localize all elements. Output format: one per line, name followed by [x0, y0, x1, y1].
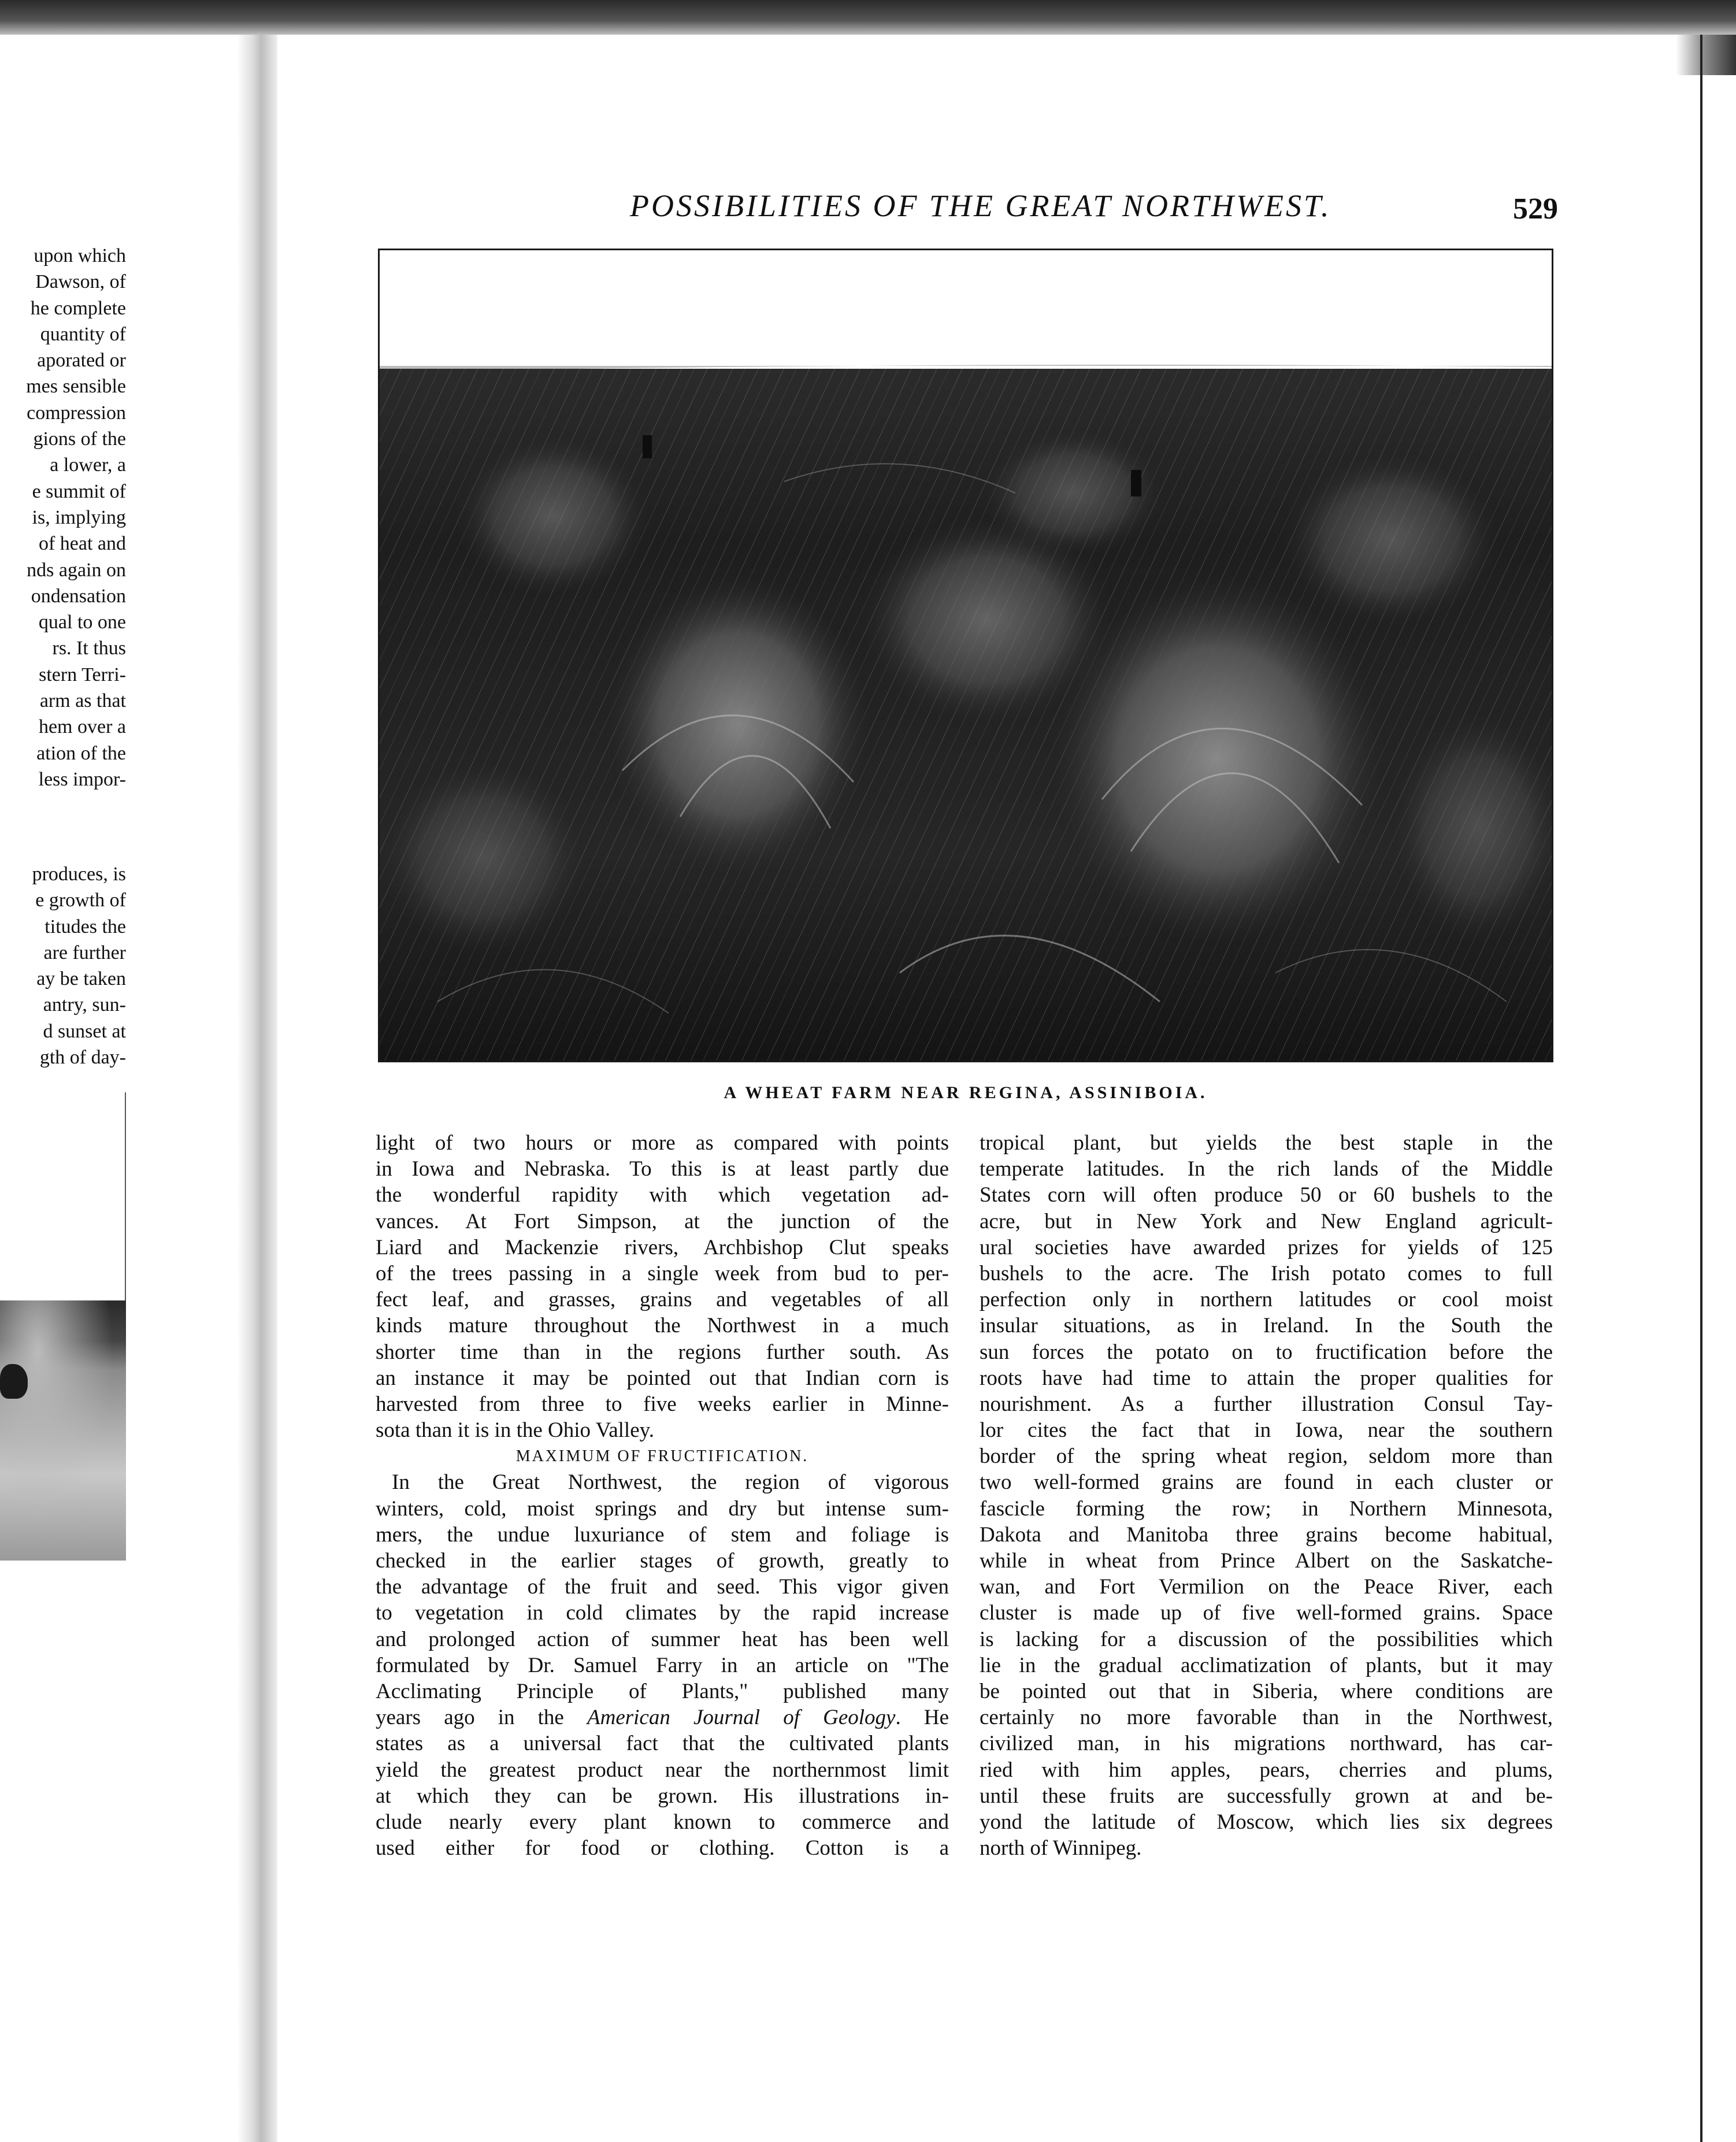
text-line: civilized man, in his migrations northward, has car- — [980, 1732, 1553, 1756]
text-line: sota than it is in the Ohio Valley. — [376, 1418, 654, 1443]
text-line: fascicle forming the row; in Northern Minnesota, — [980, 1496, 1553, 1521]
sky — [380, 250, 1552, 366]
text-line: used either for food or clothing. Cotton is a — [376, 1836, 949, 1861]
text-line: an instance it may be pointed out that Indian corn is — [376, 1366, 949, 1390]
left-page-column-bottom — [0, 861, 126, 1070]
text-line: Liard and Mackenzie rivers, Archbishop Clut speaks — [376, 1235, 949, 1259]
text-line: formulated by Dr. Samuel Farry in an article on "The — [376, 1653, 949, 1677]
running-head: POSSIBILITIES OF THE GREAT NORTHWEST. — [630, 188, 1331, 223]
text-line: temperate latitudes. In the rich lands of the Middle — [980, 1157, 1553, 1181]
text-line: is lacking for a discussion of the possibilities which — [980, 1627, 1553, 1651]
text-line: lor cites the fact that in Iowa, near the southern — [980, 1418, 1553, 1443]
text-line: stern Terri- — [39, 664, 126, 685]
text-line: the wonderful rapidity with which vegetation ad- — [376, 1183, 949, 1207]
text-line: yield the greatest product near the northernmost limit — [376, 1758, 949, 1782]
text-line: bushels to the acre. The Irish potato comes to full — [980, 1261, 1553, 1285]
text-line: and prolonged action of summer heat has been well — [376, 1627, 949, 1651]
text-line: States corn will often produce 50 or 60 bushels to the — [980, 1183, 1553, 1207]
text-line: ondensation — [31, 585, 126, 607]
text-line: harvested from three to five weeks earlier in Minne- — [376, 1392, 949, 1416]
page-edge — [1700, 35, 1702, 2142]
text-line: at which they can be grown. His illustrations in- — [376, 1784, 949, 1808]
journal-title: American Journal of Geology — [587, 1706, 896, 1730]
text-line: Acclimating Principle of Plants," published many — [376, 1679, 949, 1703]
text-line: compression — [27, 402, 126, 424]
text-line: are further — [43, 942, 126, 963]
text-line: clude nearly every plant known to commerce and — [376, 1810, 949, 1834]
text-line: kinds mature throughout the Northwest in a much — [376, 1314, 949, 1338]
text-line: antry, sun- — [43, 994, 126, 1016]
worker-figure — [643, 435, 652, 458]
text-line: ation of the — [36, 742, 126, 764]
text-line: nds again on — [27, 559, 126, 581]
text-line: two well-formed grains are found in each cluster or — [980, 1470, 1553, 1495]
text-line: ay be taken — [36, 968, 126, 990]
section-heading: MAXIMUM OF FRUCTIFICATION. — [515, 1447, 809, 1466]
wheat-stook — [1281, 453, 1501, 626]
text-line: in Iowa and Nebraska. To this is at least partly due — [376, 1157, 949, 1181]
page-number: 529 — [1513, 192, 1558, 225]
wheat-stook — [380, 759, 588, 955]
text-line: nourishment. As a further illustration Consul Tay- — [980, 1392, 1553, 1416]
text-line: produces, is — [32, 864, 126, 885]
text-line: certainly no more favorable than in the Northwest, — [980, 1706, 1553, 1730]
text-column-right — [980, 1130, 1553, 1861]
scan-corner-shadow — [1676, 35, 1736, 75]
text-line: In the Great Northwest, the region of vigorous — [392, 1470, 949, 1495]
left-page-photo — [0, 1092, 126, 1561]
text-line: perfection only in northern latitudes or cool moist — [980, 1288, 1553, 1312]
text-line: the advantage of the fruit and seed. This vigor given — [376, 1575, 949, 1599]
text-line: until these fruits are successfully grown at and be- — [980, 1784, 1553, 1808]
text-line: acre, but in New York and New England agricult- — [980, 1209, 1553, 1233]
text-line: aporated or — [37, 350, 126, 372]
text-line: gth of day- — [39, 1047, 126, 1069]
text-line: of the trees passing in a single week from bud to per- — [376, 1261, 949, 1285]
text-line: cluster is made up of five well-formed grains. Space — [980, 1601, 1553, 1625]
text-line: ried with him apples, pears, cherries and plums, — [980, 1758, 1553, 1782]
text-line: fect leaf, and grasses, grains and vegetables of all — [376, 1288, 949, 1312]
text-line: vances. At Fort Simpson, at the junction of the — [376, 1209, 949, 1233]
text-line: rs. It thus — [52, 638, 126, 659]
text-line: wan, and Fort Vermilion on the Peace River, each — [980, 1575, 1553, 1599]
text-line-with-journal-title — [376, 1704, 949, 1730]
text-line: e summit of — [32, 480, 126, 502]
left-page-fragment — [0, 231, 126, 1561]
text-line: sun forces the potato on to fructification before the — [980, 1340, 1553, 1364]
text-line: hem over a — [38, 716, 126, 738]
text-line: to vegetation in cold climates by the rapid increase — [376, 1601, 949, 1625]
left-page-column-top — [0, 243, 126, 792]
text-line: lie in the gradual acclimatization of plants, but it may — [980, 1653, 1553, 1677]
text-line: checked in the earlier stages of growth, greatly to — [376, 1549, 949, 1573]
text-column-left — [376, 1130, 949, 1861]
pasture — [0, 1300, 126, 1561]
text-line: while in wheat from Prince Albert on the Saskatche- — [980, 1549, 1553, 1573]
text-line: he complete — [30, 297, 126, 319]
figure-caption: A WHEAT FARM NEAR REGINA, ASSINIBOIA. — [724, 1083, 1208, 1102]
text-line: d sunset at — [43, 1020, 126, 1042]
text-line: shorter time than in the regions further south. As — [376, 1340, 949, 1364]
wheat-stook — [605, 574, 871, 874]
text-line: is, implying — [32, 506, 126, 528]
text-line: winters, cold, moist springs and dry but intense sum- — [376, 1496, 949, 1521]
text-line: states as a universal fact that the cultivated plants — [376, 1732, 949, 1756]
text-line: ural societies have awarded prizes for yields of 125 — [980, 1235, 1553, 1259]
text-line: be pointed out that in Siberia, where conditions are — [980, 1679, 1553, 1703]
text-line: north of Winnipeg. — [980, 1836, 1142, 1861]
text-fragment: . He — [895, 1706, 949, 1730]
text-line: gions of the — [33, 428, 126, 450]
text-line: titudes the — [44, 916, 126, 937]
text-line: e growth of — [35, 890, 126, 911]
text-line: light of two hours or more as compared with points — [376, 1131, 949, 1155]
text-line: tropical plant, but yields the best staple in the — [980, 1131, 1553, 1155]
grazing-animal — [0, 1364, 28, 1399]
text-line: arm as that — [39, 690, 126, 712]
text-line: quantity of — [40, 323, 126, 345]
text-line: Dawson, of — [35, 271, 126, 293]
text-fragment: years ago in the — [376, 1706, 587, 1730]
text-line: border of the spring wheat region, seldom more than — [980, 1444, 1553, 1469]
text-line: Dakota and Manitoba three grains become habitual, — [980, 1522, 1553, 1547]
text-line: mes sensible — [26, 376, 126, 398]
text-line: yond the latitude of Moscow, which lies six degrees — [980, 1810, 1553, 1834]
wheat-farm-photo — [378, 249, 1553, 1062]
text-line: of heat and — [38, 533, 126, 555]
text-line: qual to one — [38, 612, 126, 633]
wheat-stook — [455, 435, 651, 597]
book-gutter — [237, 35, 277, 2142]
worker-figure — [1131, 470, 1141, 496]
text-line: insular situations, as in Ireland. In the South the — [980, 1314, 1553, 1338]
scan-top-edge — [0, 0, 1736, 35]
text-line: a lower, a — [50, 454, 126, 476]
text-line: less impor- — [38, 768, 126, 790]
text-line: mers, the undue luxuriance of stem and foliage is — [376, 1522, 949, 1547]
text-line: upon which — [34, 245, 126, 266]
text-line: roots have had time to attain the proper qualities for — [980, 1366, 1553, 1390]
